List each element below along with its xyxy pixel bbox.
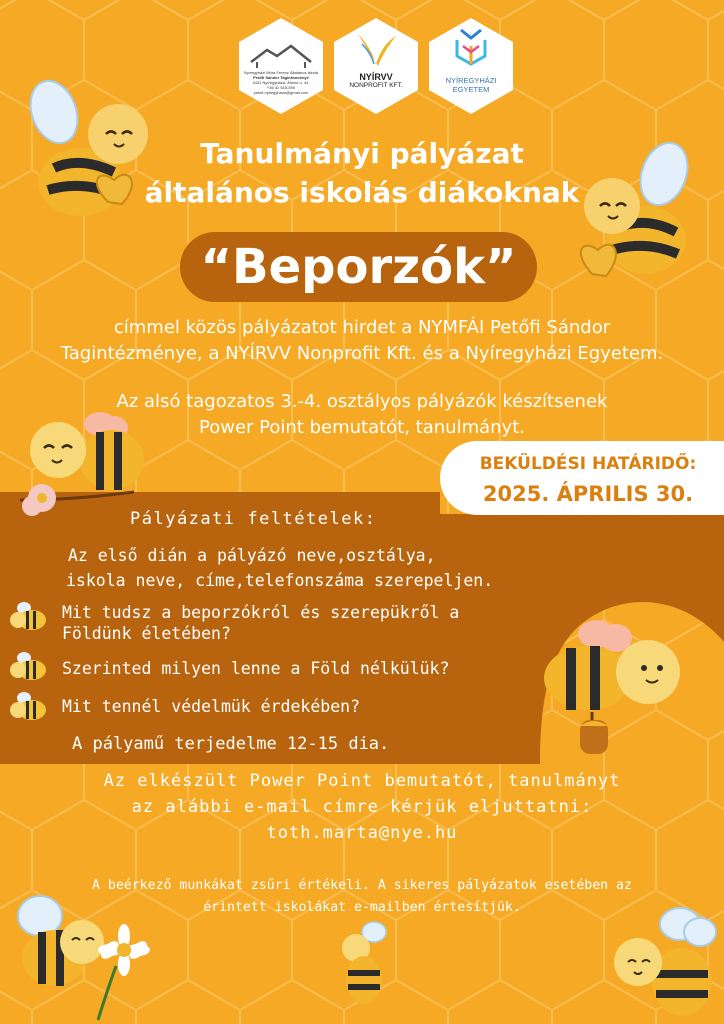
question-3: Mit tennél védelmük érdekében? (62, 697, 361, 716)
first-slide-line: iskola neve, címe,telefonszáma szerepeljen. (66, 571, 494, 590)
school-logo-text (237, 70, 325, 95)
bee-corner-icon (604, 900, 720, 1024)
university-name: NYÍREGYHÁZI (445, 76, 497, 85)
question-1-line: Földünk életében? (62, 624, 231, 643)
bee-with-heart-icon (572, 134, 702, 294)
bee-bullet-icon (8, 690, 52, 722)
school-phone: +36 42 515-590 (266, 85, 296, 90)
university-logo-text (427, 76, 515, 94)
intro-line: címmel közös pályázatot hirdet a NYMFÁI Petőfi Sándor (113, 317, 611, 338)
jury-note-line: érintett iskolákat e-mailben értesítjük. (203, 900, 521, 915)
target-line: Az alsó tagozatos 3.-4. osztályos pályázók készítsenek (116, 391, 608, 412)
submission-email[interactable]: toth.marta@nye.hu (266, 823, 458, 843)
submission-line: az alábbi e-mail címre kérjük eljuttatni: (131, 797, 593, 817)
bee-with-daisy-icon (6, 890, 156, 1024)
submission-line: Az elkészült Power Point bemutatót, tanulmányt (103, 771, 621, 791)
bee-with-honey-pot-icon (540, 616, 690, 766)
nyirvv-logo-hex (332, 16, 420, 116)
deadline-label: BEKÜLDÉSI HATÁRIDŐ: (479, 454, 697, 474)
length-requirement: A pályamű terjedelme 12-15 dia. (72, 734, 390, 754)
university-sub: EGYETEM (452, 85, 490, 94)
jury-note-line: A beérkező munkákat zsűri értékeli. A sikeres pályázatok esetében az (92, 878, 632, 893)
bee-with-heart-icon (18, 72, 148, 222)
target-line: Power Point bemutatót, tanulmányt. (199, 417, 525, 438)
school-address: 4431 Nyíregyháza, Álmos u. 44. (252, 80, 310, 85)
partner-logos (237, 16, 515, 116)
conditions-heading: Pályázati feltételek: (130, 509, 377, 529)
question-2: Szerinted milyen lenne a Föld nélkülük? (62, 659, 450, 678)
nyirvv-logo-text (332, 72, 420, 89)
project-name: “Beporzók” (200, 239, 517, 295)
question-1-line: Mit tudsz a beporzókról és szerepükről a (62, 603, 460, 622)
nyirvv-name: NYÍRVV (359, 72, 393, 82)
first-slide-line: Az első dián a pályázó neve,osztálya, (68, 546, 436, 565)
deadline-date: 2025. ÁPRILIS 30. (482, 482, 694, 506)
school-email: petofi.nyiregyhaza@gmail.com (253, 90, 309, 95)
school-logo-hex (237, 16, 325, 116)
school-name-line: Petőfi Sándor Tagintézménye (253, 75, 309, 80)
bee-bullet-icon (8, 650, 52, 682)
university-logo-hex (427, 16, 515, 116)
page-title: Tanulmányi pályázat (200, 137, 524, 170)
bee-with-flower-icon (14, 404, 154, 524)
school-name-line: Nyíregyházi Móra Ferenc Általános Iskola (243, 70, 319, 75)
small-bee-icon (334, 920, 392, 1010)
intro-line: Tagintézménye, a NYÍRVV Nonprofit Kft. és a Nyíregyházi Egyetem. (60, 343, 664, 364)
page-subtitle: általános iskolás diákoknak (144, 176, 580, 209)
nyirvv-sub: NONPROFIT KFT. (349, 82, 403, 89)
bee-bullet-icon (8, 600, 52, 632)
